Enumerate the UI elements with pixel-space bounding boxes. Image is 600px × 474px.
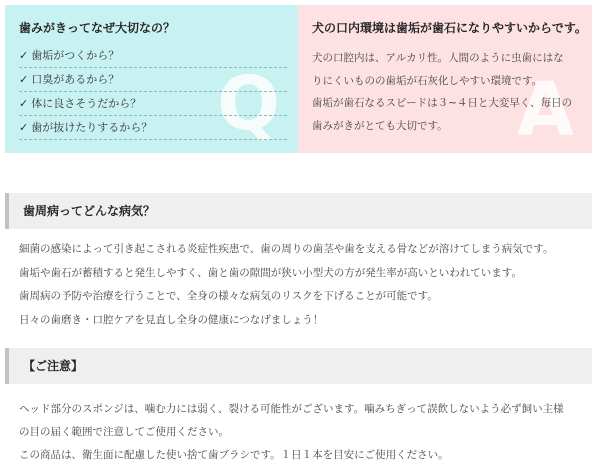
check-icon: ✓ [19,96,29,110]
periodontal-heading: 歯周病ってどんな病気？ [5,193,592,229]
text-line: 細菌の感染によって引き起こされる炎症性疾患で、歯の周りの歯茎や歯を支える骨などが溶けてしまう病気です。 [19,243,554,255]
question-item [19,44,287,68]
text-line: 歯垢や歯石が蓄積すると発生しやすく、歯と歯の隙間が狭い小型犬の方が発生率が高いといわれています。 [19,266,522,279]
answer-panel [298,5,592,153]
question-title: 歯みがきってなぜ大切なの？ [19,21,176,35]
answer-line: りにくいものの歯垢が石灰化しやすい環境です。 [312,74,543,87]
qa-block [5,5,592,153]
question-text: 歯が抜けたりするから？ [31,120,153,134]
answer-line: 犬の口腔内は、アルカリ性。人間のように虫歯にはな [312,52,564,64]
answer-title: 犬の口内環境は歯垢が歯石になりやすいからです。 [312,21,587,35]
text-line: ヘッド部分のスポンジは、噛む力には弱く、裂ける可能性がございます。噛みちぎって誤飲しないよう必ず飼い主様 [19,403,564,415]
text-line: の目の届く範囲で注意してご使用ください。 [19,426,229,438]
question-item [19,116,287,140]
answer-line: 歯みがきがとても大切です。 [312,119,448,132]
a-letter: A [516,67,574,153]
check-icon: ✓ [19,72,29,86]
caution-heading: 【ご注意】 [5,348,592,384]
question-item [19,68,287,92]
caution-text [19,398,589,467]
check-icon: ✓ [19,120,29,134]
question-item [19,92,287,116]
question-panel [5,5,298,153]
question-text: 歯垢がつくから？ [31,48,120,62]
text-line: この商品は、衛生面に配慮した使い捨て歯ブラシです。１日１本を目安にご使用ください。 [19,449,449,461]
periodontal-text [19,238,589,332]
text-line: 日々の歯磨き・口腔ケアを見直し全身の健康につなげましょう！ [19,313,324,326]
question-text: 体に良さそうだから？ [31,96,142,110]
answer-body [312,47,580,137]
question-list [19,44,287,147]
question-text: 口臭があるから？ [31,72,120,86]
check-icon: ✓ [19,48,29,62]
text-line: 歯周病の予防や治療を行うことで、全身の様々な病気のリスクを下げることが可能です。 [19,290,438,302]
q-letter: Q [217,61,280,147]
answer-line: 歯垢が歯石なるスピードは３~４日と大変早く、毎日の [312,97,573,109]
